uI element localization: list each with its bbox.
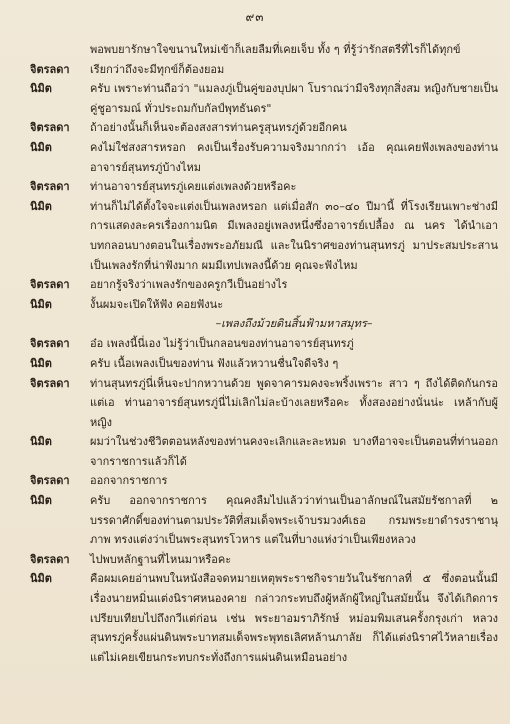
speaker-label: นิมิต	[30, 199, 52, 213]
speaker-label: จิตรลดา	[30, 552, 70, 566]
dialogue-text: ครับ เนื้อเพลงเป็นของท่าน ฟังแล้วหวานชื่นใจดีจริง ๆ	[90, 356, 339, 370]
speaker-label: จิตรลดา	[30, 62, 70, 76]
dialogue-entry	[30, 275, 498, 295]
dialogue-entry	[30, 197, 498, 275]
dialogue-entry	[30, 40, 498, 60]
speaker-label: นิมิต	[30, 494, 52, 508]
dialogue-entry	[30, 354, 498, 374]
speaker-label: จิตรลดา	[30, 121, 70, 135]
dialogue-text: ครับ ออกจากราชการ คุณคงลืมไปแล้วว่าท่านเป็นอาลักษณ์ในสมัยรัชกาลที่ ๒ บรรดาศักดิ์ของท่านตามประวัติที่สมเด็จพระเจ้าบรมวงศ์เธอ กรมพระยาดำรงราชานุภาพ ทรงแต่งว่าเป็นพระสุนทรโวหาร แต่ในที่บางแห่งว่าเป็นเพียงหลวง	[90, 494, 498, 547]
dialogue-entry	[30, 491, 498, 550]
dialogue-text: ออกจากราชการ	[90, 474, 168, 488]
dialogue-text: ถ้าอย่างนั้นก็เห็นจะต้องสงสารท่านครูสุนทรภู่ด้วยอีกคน	[90, 121, 347, 135]
speaker-label: นิมิต	[30, 572, 52, 586]
speaker-label: นิมิต	[30, 297, 52, 311]
dialogue-text: ท่านก็ไม่ได้ตั้งใจจะแต่งเป็นเพลงหรอก แต่เมื่อสัก ๓๐–๔๐ ปีมานี้ ที่โรงเรียนเพาะช่างมีการแสดงละครเรื่องกามนิต มีเพลงอยู่เพลงหนึ่งซึ่งอาจารย์เปลื้อง ณ นคร ได้นำเอาบทกลอนบางตอนในเรื่องพระอภัยมณี และในนิราศของท่านสุนทรภู่ มาประสมประสานเป็นเพลงรักที่น่าฟังมาก ผมมีเทปเพลงนี้ด้วย คุณจะฟังไหม	[90, 199, 498, 272]
dialogue-entry	[30, 118, 498, 138]
speaker-label: นิมิต	[30, 82, 52, 96]
dialogue-entry	[30, 177, 498, 197]
dialogue-entry	[30, 138, 498, 177]
dialogue-entry	[30, 569, 498, 667]
dialogue-entry	[30, 374, 498, 433]
speaker-label: จิตรลดา	[30, 474, 70, 488]
dialogue-text: ผมว่าในช่วงชีวิตตอนหลังของท่านคงจะเลิกและละหมด บางทีอาจจะเป็นตอนที่ท่านออกจากราชการแล้วก็ได้	[90, 435, 498, 468]
dialogue-entry	[30, 295, 498, 315]
speaker-label: จิตรลดา	[30, 376, 70, 390]
dialogue-text: อยากรู้จริงว่าเพลงรักของครูกวีเป็นอย่างไร	[90, 278, 288, 292]
dialogue-text: อ๋อ เพลงนี้นี่เอง ไม่รู้ว่าเป็นกลอนของท่านอาจารย์สุนทรภู่	[90, 337, 354, 351]
dialogue-entry	[30, 79, 498, 118]
speaker-label: นิมิต	[30, 140, 52, 154]
dialogue-text: ท่านสุนทรภู่นี่เห็นจะปากหวานด้วย พูดจาคารมคงจะพริ้งเพราะ สาว ๆ ถึงได้ติดกันกรอ แต่เอ ท่านอาจารย์สุนทรภู่นี่ไม่เลิกไม่ละบ้างเลยหรือคะ ทั้งสองอย่างนั่นน่ะ เหล้ากับผู้หญิง	[90, 376, 498, 429]
speaker-label: จิตรลดา	[30, 337, 70, 351]
dialogue-text: พอพบยารักษาใจขนานใหม่เข้าก็เลยลืมที่เคยเจ็บ ทั้ง ๆ ที่รู้ว่ารักสตรีที่ไรก็ได้ทุกข์	[90, 43, 461, 56]
page-number: ๙๓	[245, 10, 265, 24]
dialogue-entry	[30, 471, 498, 491]
speaker-label: จิตรลดา	[30, 278, 70, 292]
dialogue-text: ท่านอาจารย์สุนทรภู่เคยแต่งเพลงด้วยหรือคะ	[90, 180, 297, 194]
dialogue-entry	[30, 60, 498, 80]
song-title: –เพลงถึงม้วยดินสิ้นฟ้ามหาสมุทร–	[215, 317, 373, 331]
speaker-label: นิมิต	[30, 356, 52, 370]
dialogue-text: ครับ เพราะท่านถือว่า "แมลงภู่เป็นคู่ของบุปผา โบราณว่ามีจริงทุกสิ่งสม หญิงกับชายเป็นคู่ชูอารมณ์ ทั่วประถมกับกัลป์พุทธันดร"	[90, 82, 498, 115]
dialogue-text: งั้นผมจะเปิดให้ฟัง คอยฟังนะ	[90, 297, 224, 311]
dialogue-body	[30, 40, 498, 667]
dialogue-text: คงไม่ใช่สงสารหรอก คงเป็นเรื่องรับความจริงมากกว่า เอ้อ คุณเคยฟังเพลงของท่านอาจารย์สุนทรภู่บ้างไหม	[90, 140, 498, 174]
dialogue-entry	[30, 334, 498, 354]
dialogue-entry	[30, 432, 498, 471]
dialogue-text: คือผมเคยอ่านพบในหนังสือจดหมายเหตุพระราชกิจรายวันในรัชกาลที่ ๕ ซึ่งตอนนั้นมีเรื่องนายหมิ่นแต่งนิราศหนองคาย กล่าวกระทบถึงผู้หลักผู้ใหญ่ในสมัยนั้น จึงได้เกิดการเปรียบเทียบไปถึงกวีแต่ก่อน เช่น พระยาอมราภิรักษ์ หม่อมพิมเสนครั้งกรุงเก่า หลวงสุนทรภู่ครั้งแผ่นดินพระบาทสมเด็จพระพุทธเลิศหล้านภาลัย ก็ได้แต่งนิราศไว้หลายเรื่อง แต่ไม่เคยเขียนกระทบกระทั่งถึงการแผ่นดินเหมือนอย่าง	[90, 572, 498, 664]
speaker-label: นิมิต	[30, 435, 52, 449]
dialogue-entry	[30, 550, 498, 570]
dialogue-text: ไปพบหลักฐานที่ไหนมาหรือคะ	[90, 552, 232, 566]
speaker-label	[30, 40, 90, 60]
dialogue-text: เรียกว่าถึงจะมีทุกข์ก็ต้องยอม	[90, 62, 225, 76]
speaker-label: จิตรลดา	[30, 180, 70, 194]
